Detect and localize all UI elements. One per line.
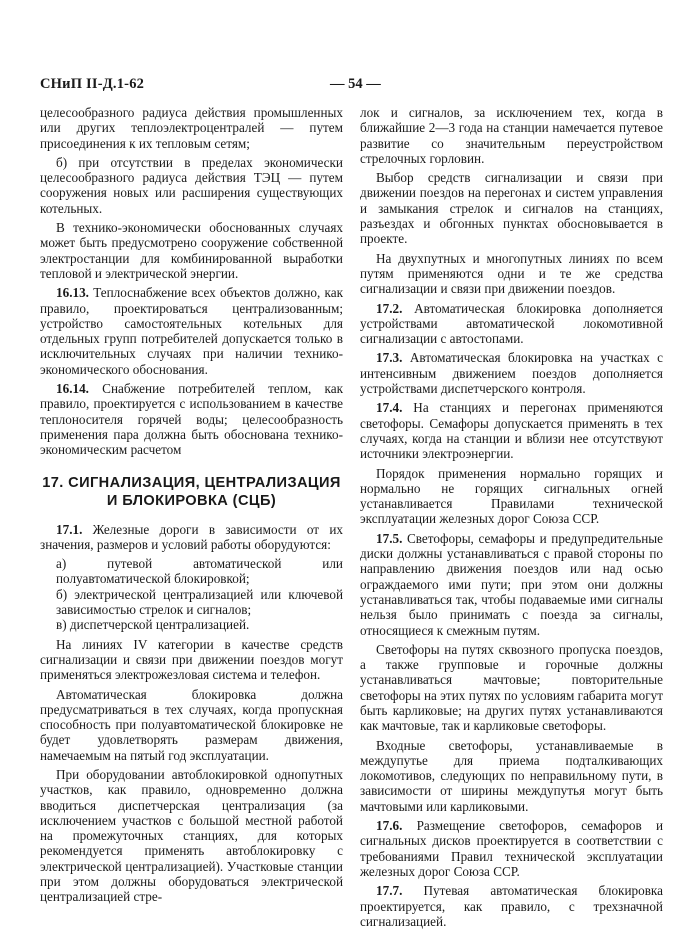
clause-number: 17.5. <box>376 530 403 546</box>
right-column <box>360 105 663 933</box>
paragraph: При оборудовании автоблокировкой однопутных участков, как правило, одновременно должна вводиться диспетчерская централизация (за исключением участков с большой местной работой на промежуточных станциях, для которых рекомендуется применять автоблокировку с электрической централизацией). Участковые станции при этом должны оборудоваться электрической централизацией стре- <box>40 766 343 905</box>
clause-text: Путевая автоматическая блокировка проектируется, как правило, с трехзначной сигнализацией. <box>360 883 663 929</box>
clause-number: 17.4. <box>376 400 403 416</box>
section-heading-line: И БЛОКИРОВКА (СЦБ) <box>106 492 277 509</box>
list-item: а) путевой автоматической или полуавтоматической блокировкой; <box>56 556 343 587</box>
clause-text: Автоматическая блокировка дополняется устройствами автоматической локомотивной сигнализации с автостопами. <box>360 300 663 347</box>
clause-17-6 <box>360 818 663 879</box>
clause-text: Железные дороги в зависимости от их значения, размеров и условий работы оборудуются: <box>40 521 343 552</box>
clause-number: 17.1. <box>56 521 83 537</box>
clause-17-5 <box>360 531 663 638</box>
paragraph: целесообразного радиуса действия промышленных или других теплоэлектроцентралей — путем присоединения к их тепловым сетям; <box>40 105 343 151</box>
paragraph: Выбор средств сигнализации и связи при движении поездов на перегонах и систем управления и замыкания стрелок и сигналов на станциях, разъездах и обгонных пунктах обосновывается в проекте. <box>360 170 663 247</box>
clause-text: Теплоснабжение всех объектов должно, как правило, проектироваться централизованным; устройство самостоятельных котельных для отдельных групп потребителей допускается только в исключительных случаях при наличии технико-экономического обоснования. <box>40 285 343 377</box>
clause-17-1 <box>40 522 343 553</box>
clause-number: 17.7. <box>376 883 403 899</box>
paragraph: В технико-экономически обоснованных случаях может быть предусмотрено сооружение собственной электростанции для комбинированной выработки тепловой и электрической энергии. <box>40 220 343 281</box>
list-item: в) диспетчерской централизацией. <box>56 617 250 633</box>
left-column <box>40 105 343 909</box>
clause-number: 17.2. <box>376 300 403 316</box>
clause-text: Автоматическая блокировка на участках с интенсивным движением поездов дополняется устройствами диспетчерского контроля. <box>360 350 663 397</box>
section-heading-line: 17. СИГНАЛИЗАЦИЯ, ЦЕНТРАЛИЗАЦИЯ <box>42 474 341 491</box>
document-code: СНиП II-Д.1-62 <box>40 76 145 92</box>
clause-text: Светофоры, семафоры и предупредительные диски должны устанавливаться с правой стороны по направлению движения поездов или над осью ограждаемого ими пути; при этом они должны устанавливаться так, чтобы подаваемые ими сигналы нельзя было принимать с поезда за сигналы, относящиеся к смежным путям. <box>360 530 663 638</box>
clause-16-13 <box>40 285 343 377</box>
clause-number: 17.3. <box>376 350 403 366</box>
paragraph: Входные светофоры, устанавливаемые в междупутье для приема подталкивающих локомотивов, следующих по неправильному пути, в зависимости от ширины междупутья могут быть мачтовыми или карликовыми. <box>360 737 663 814</box>
clause-16-14 <box>40 381 343 457</box>
paragraph: Автоматическая блокировка должна предусматриваться в тех случаях, когда пропускная способность при полуавтоматической блокировке не будет удовлетворять размерам движения, намечаемым на пятый год эксплуатации. <box>40 686 343 763</box>
clause-17-2 <box>360 301 663 347</box>
clause-text: Снабжение потребителей теплом, как правило, проектируется с использованием в качестве теплоносителя горячей воды; целесообразность применения пара должна быть обоснована технико-экономическим расчетом <box>40 381 343 458</box>
paragraph: лок и сигналов, за исключением тех, когда в ближайшие 2—3 года на станции намечается путевое развитие со значительным переустройством стрелочных горловин. <box>360 105 663 166</box>
paragraph: Порядок применения нормально горящих и нормально не горящих сигнальных огней устанавливается Правилами технической эксплуатации железных дорог Союза ССР. <box>360 465 663 527</box>
paragraph: Светофоры на путях сквозного пропуска поездов, а также групповые и горочные должны устанавливаться мачтовые; повторительные светофоры на этих путях по условиям габарита могут быть карликовые; на других путях устанавливаются как мачтовые, так и карликовые светофоры. <box>360 641 663 734</box>
paragraph: б) при отсутствии в пределах экономически целесообразного радиуса действия ТЭЦ — путем сооружения новых или расширения существующих котельных. <box>40 154 343 216</box>
list-item: б) электрической централизацией или ключевой зависимостью стрелок и сигналов; <box>56 586 343 618</box>
clause-number: 16.14. <box>56 381 89 397</box>
clause-17-7 <box>360 883 663 929</box>
clause-17-4 <box>360 400 663 461</box>
page-number: — 54 — <box>330 76 381 92</box>
clause-number: 17.6. <box>376 818 403 834</box>
paragraph: На двухпутных и многопутных линиях по всем путям применяются одни и те же средства сигнализации и связи при движении поездов. <box>360 250 663 297</box>
clause-number: 16.13. <box>56 285 89 301</box>
paragraph: На линиях IV категории в качестве средств сигнализации и связи при движении поездов могут применяться электрожезловая система и телефон. <box>40 636 343 683</box>
section-heading <box>40 474 343 510</box>
clause-text: Размещение светофоров, семафоров и сигнальных дисков проектируется в соответствии с требованиями Правил технической эксплуатации железных дорог Союза ССР. <box>360 818 663 879</box>
page-header <box>40 76 670 94</box>
clause-17-3 <box>360 350 663 396</box>
clause-text: На станциях и перегонах применяются светофоры. Семафоры допускается применять в тех случаях, когда на станции и вблизи нее отсутствуют источники электроэнергии. <box>360 400 663 462</box>
